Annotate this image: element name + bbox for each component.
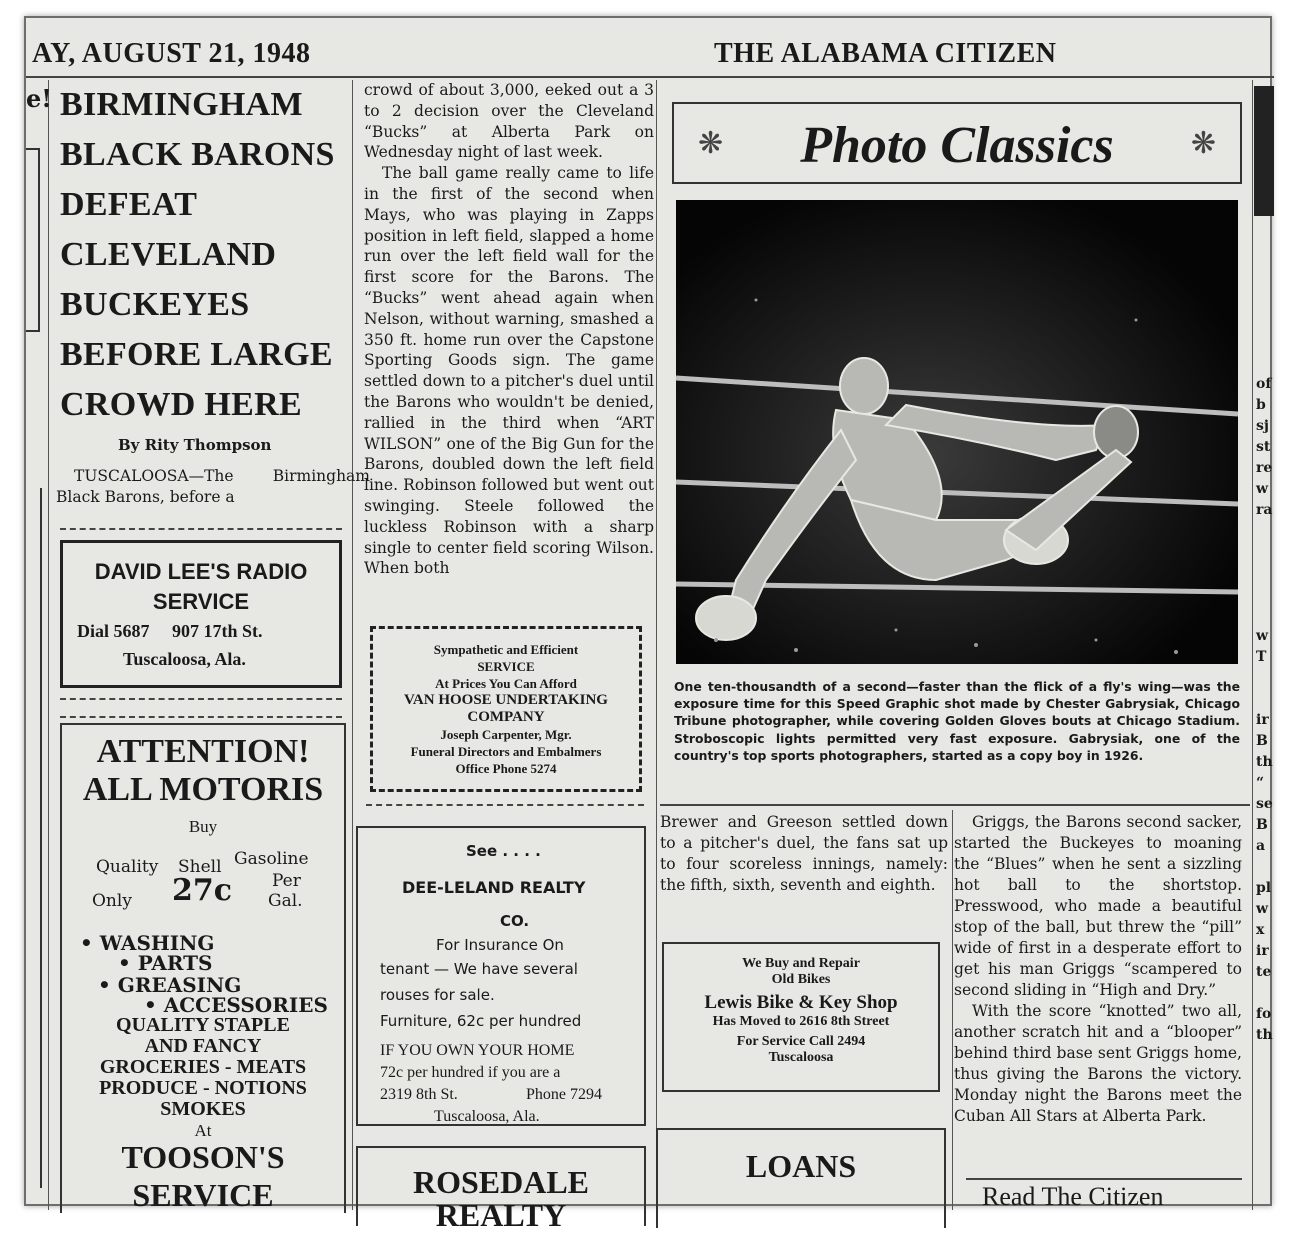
right-edge-dark-box <box>1254 86 1274 216</box>
ad-business-name: LOANS <box>745 1148 857 1184</box>
ad-rosedale-realty <box>356 1146 646 1233</box>
ad-bullet-item: • WASHING <box>80 931 215 955</box>
ad-title: ALL MOTORIS <box>82 771 324 808</box>
newspaper-clipping <box>24 16 1273 1233</box>
separator <box>60 528 342 530</box>
column-rule <box>48 80 49 1210</box>
ad-subtitle: SERVICE <box>152 589 250 614</box>
separator <box>366 804 644 806</box>
ad-text: For Service Call 2494 <box>736 1034 866 1049</box>
ad-dee-leland-realty <box>356 826 646 1126</box>
ad-bullet-item: • PARTS <box>118 951 213 975</box>
column-rule <box>952 810 953 1210</box>
ad-business-name: VAN HOOSE UNDERTAKING <box>404 692 608 708</box>
ad-title: ATTENTION! <box>96 733 310 770</box>
ad-text: Tuscaloosa <box>768 1050 834 1065</box>
ad-text: Shell <box>178 857 222 877</box>
ad-text: Only <box>92 891 132 911</box>
ad-price: 27c <box>172 873 233 908</box>
ad-text: Gasoline <box>234 849 309 869</box>
ad-text: Gal. <box>268 891 303 911</box>
article-column-2 <box>364 80 654 579</box>
ad-text: Office Phone 5274 <box>455 761 557 776</box>
photo-caption: One ten-thousandth of a second—faster than the flick of a fly's wing—was the exposure time for this Speed Graphic shot made by Chester Gabrysiak, Chicago Tribune photographer, while covering Golden Gloves bouts at Chicago Stadium. Stroboscopic lights permitted very fast exposure. Gabrysiak, one of the country's top sports photographers, started as a copy boy in 1926. <box>674 679 1240 763</box>
article-paragraph: crowd of about 3,000, eeked out a 3 to 2 decision over the Cleveland “Bucks” at Alberta Park on Wednesday night of last week. <box>364 81 654 162</box>
headline-line: CLEVELAND <box>60 236 277 273</box>
ad-business-name: DEE-LELAND REALTY <box>402 878 586 897</box>
headline-line: BEFORE LARGE <box>60 336 333 373</box>
ad-business-name: SERVICE <box>132 1177 274 1213</box>
ad-text: Phone 7294 <box>526 1086 602 1103</box>
article-paragraph: The ball game really came to life in the first of the second when Mays, who was playing in Zapps position in left field, slapped a home run over the left field wall for the first score for the Barons. The “Bucks” went ahead again when Nelson, without warning, smashed a 350 ft. home run over the Capstone Sporting Goods sign. The game settled down to a pitcher's duel until the Barons who wouldn't be denied, rallied in the third when “ART WILSON” one of the Big Gun for the Barons, doubled down the left field line. Robinson followed but went out swinging. Steele followed the luckless Robinson with a sharp single to center field scoring Wilson. When both <box>364 164 654 578</box>
ad-text: We Buy and Repair <box>742 956 860 971</box>
ad-text: IF YOU OWN YOUR HOME <box>380 1042 575 1059</box>
photo-classics-title: Photo Classics <box>800 117 1114 174</box>
ad-title: DAVID LEE'S RADIO <box>94 559 308 584</box>
ad-text: At <box>194 1121 212 1140</box>
column-rule <box>656 80 657 1210</box>
article-column-3a: Brewer and Greeson settled down to a pitcher's duel, the fans sat up to four scoreless innings, namely: the fifth, sixth, seventh and eighth. <box>660 813 948 894</box>
article-lead-paragraph: TUSCALOOSA—The Birmingham Black Barons, before a <box>56 467 370 506</box>
ad-text: Joseph Carpenter, Mgr. <box>440 727 572 742</box>
separator <box>60 716 342 718</box>
article-headline <box>60 80 360 430</box>
article-paragraph: Griggs, the Barons second sacker, started the Buckeyes to moaning the “Blues” when he sent a sizzling hot ball to the shortstop. Presswood, who made a beautiful stop of the ball, but threw the “pill” wide of first in a desperate effort to get his man Griggs “scampered to second sliding in “High and Dry.” <box>954 813 1242 999</box>
ad-business-name-cut: REALTY <box>435 1197 567 1233</box>
boxing-photo <box>676 200 1238 664</box>
snowflake-icon: ❋ <box>1190 126 1216 161</box>
ad-text: Buy <box>188 817 218 836</box>
ad-text: See . . . . <box>466 842 541 860</box>
headline-line: BIRMINGHAM <box>60 86 303 123</box>
column-rule <box>1252 80 1253 1210</box>
ad-phone-address: Dial 5687 907 17th St. <box>77 621 263 641</box>
headline-line: BLACK BARONS <box>60 136 335 173</box>
left-edge-box <box>26 488 42 1188</box>
ad-text: rouses for sale. <box>380 986 495 1004</box>
photo-classics-banner <box>672 102 1242 184</box>
masthead-paper-name: THE ALABAMA CITIZEN <box>714 38 1057 69</box>
ad-text: Old Bikes <box>771 972 831 987</box>
ad-business-name: TOOSON'S <box>121 1139 285 1175</box>
article-column-3b <box>954 812 1242 1127</box>
ad-text: tenant — We have several <box>380 960 578 978</box>
right-edge-fragments: of b sj st re w ra w T ir B th “ se B a pl w x ir te fo th <box>1256 376 1273 1043</box>
masthead-date: AY, AUGUST 21, 1948 <box>32 38 311 69</box>
ad-text: CO. <box>500 912 530 930</box>
masthead-rule <box>26 76 1274 78</box>
article-paragraph: With the score “knotted” two all, another scratch hit and a “blooper” behind third base sent Griggs home, thus giving the Barons the victory. Monday night the Barons meet the Cuban All Stars at Alberta Park. <box>954 1002 1242 1125</box>
read-the-citizen-banner: Read The Citizen <box>982 1182 1164 1211</box>
ad-loans <box>656 1128 946 1228</box>
ad-text: Quality <box>96 857 159 877</box>
ad-text: Sympathetic and Efficient <box>433 642 579 657</box>
ad-david-lees-radio <box>60 540 342 688</box>
boxer-in-ring-image <box>676 200 1238 664</box>
separator <box>660 804 1250 806</box>
left-edge-box <box>26 148 40 332</box>
ad-text: Per <box>272 871 301 891</box>
ad-text: For Insurance On <box>436 936 564 954</box>
ad-attention-motorists <box>60 723 346 1213</box>
ad-city: Tuscaloosa, Ala. <box>123 649 246 669</box>
snowflake-icon: ❋ <box>698 126 724 161</box>
article-byline: By Rity Thompson <box>118 436 272 454</box>
separator <box>966 1178 1242 1180</box>
headline-line: DEFEAT <box>60 186 198 223</box>
ad-lewis-bike-key-shop <box>662 942 940 1092</box>
ad-text: At Prices You Can Afford <box>435 676 577 691</box>
ad-business-name: COMPANY <box>467 709 545 725</box>
ad-text: Funeral Directors and Embalmers <box>410 744 602 759</box>
ad-business-name: ROSEDALE <box>412 1164 590 1200</box>
ad-text: 72c per hundred if you are a <box>380 1064 561 1081</box>
ad-text: 2319 8th St. <box>380 1086 458 1103</box>
headline-line: CROWD HERE <box>60 386 302 423</box>
separator <box>60 698 342 700</box>
ad-bullet-item: • GREASING <box>98 973 242 997</box>
ad-text-block: QUALITY STAPLE AND FANCY GROCERIES - MEATS PRODUCE - NOTIONS SMOKES <box>99 1014 307 1120</box>
ad-text: SERVICE <box>477 659 535 674</box>
ad-text: Tuscaloosa, Ala. <box>434 1108 540 1125</box>
left-edge-fragment: e! <box>26 84 52 113</box>
headline-line: BUCKEYES <box>60 286 250 323</box>
ad-bullet-item: • ACCESSORIES <box>144 993 328 1017</box>
ad-text: Has Moved to 2616 8th Street <box>712 1014 890 1029</box>
ad-van-hoose-undertaking <box>370 626 642 792</box>
ad-business-name: Lewis Bike & Key Shop <box>704 992 898 1013</box>
ad-text: Furniture, 62c per hundred <box>380 1012 582 1030</box>
